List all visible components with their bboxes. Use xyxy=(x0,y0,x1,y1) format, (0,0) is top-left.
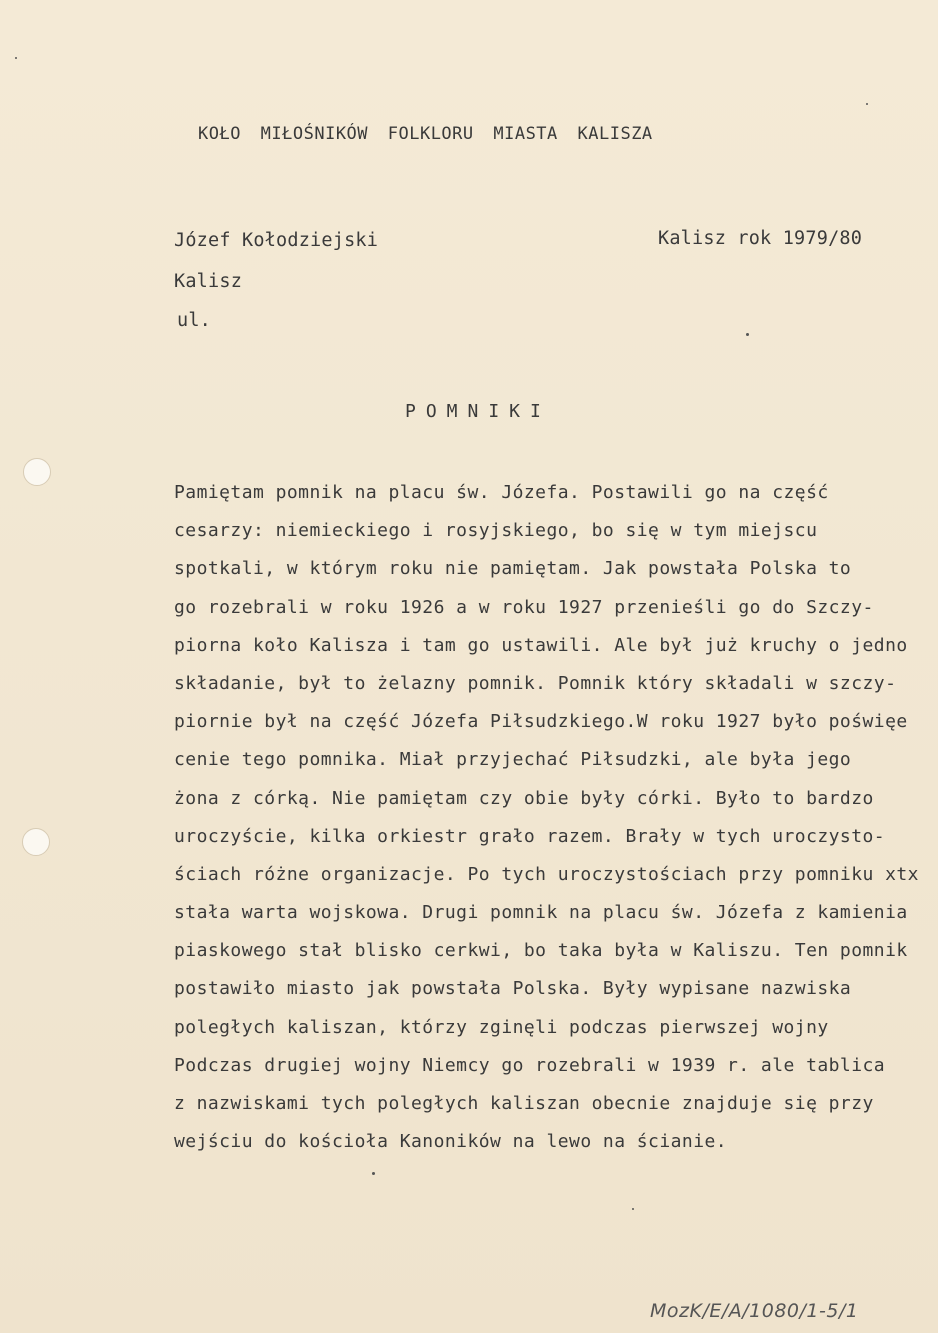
body-line: postawiło miasto jak powstała Polska. Były wypisane nazwiska xyxy=(174,978,852,1000)
body-line: cesarzy: niemieckiego i rosyjskiego, bo się w tym miejscu xyxy=(174,520,818,542)
ink-speck xyxy=(15,57,17,59)
ink-speck xyxy=(632,1208,634,1210)
organization-header: KOŁO MIŁOŚNIKÓW FOLKLORU MIASTA KALISZA xyxy=(198,124,653,144)
punch-hole-top xyxy=(23,458,51,486)
archive-signature: MozK/E/A/1080/1-5/1 xyxy=(650,1300,859,1322)
body-line: Podczas drugiej wojny Niemcy go rozebrali w 1939 r. ale tablica xyxy=(174,1054,886,1076)
body-line: składanie, był to żelazny pomnik. Pomnik który składali w szczy- xyxy=(174,672,897,694)
date-line: Kalisz rok 1979/80 xyxy=(658,228,863,249)
body-line: żona z córką. Nie pamiętam czy obie były córki. Było to bardzo xyxy=(174,787,874,809)
document-title: POMNIKI xyxy=(405,401,551,422)
body-line: poległych kaliszan, którzy zginęli podczas pierwszej wojny xyxy=(174,1016,829,1038)
body-line: stała warta wojskowa. Drugi pomnik na placu św. Józefa z kamienia xyxy=(174,902,908,924)
author-city: Kalisz xyxy=(174,271,243,292)
body-line: Pamiętam pomnik na placu św. Józefa. Postawili go na część xyxy=(174,482,829,503)
ink-speck xyxy=(746,333,749,336)
author-street: ul. xyxy=(177,310,212,331)
body-text xyxy=(174,474,938,1161)
body-line: go rozebrali w roku 1926 a w roku 1927 przenieśli go do Szczy- xyxy=(174,596,874,618)
ink-speck xyxy=(866,103,868,105)
body-line: z nazwiskami tych poległych kaliszan obecnie znajduje się przy xyxy=(174,1093,874,1114)
body-line: piaskowego stał blisko cerkwi, bo taka była w Kaliszu. Ten pomnik xyxy=(174,940,908,962)
body-line: spotkali, w którym roku nie pamiętam. Jak powstała Polska to xyxy=(174,558,852,580)
author-name: Józef Kołodziejski xyxy=(174,230,379,251)
ink-speck xyxy=(372,1172,375,1175)
body-line: piorna koło Kalisza i tam go ustawili. Ale był już kruchy o jedno xyxy=(174,634,908,656)
body-line: wejściu do kościoła Kanoników na lewo na ścianie. xyxy=(174,1131,728,1153)
body-line: uroczyście, kilka orkiestr grało razem. Brały w tych uroczysto- xyxy=(174,825,886,847)
body-line: piornie był na część Józefa Piłsudzkiego.W roku 1927 było poświęe xyxy=(174,711,908,733)
punch-hole-bottom xyxy=(22,828,50,856)
body-line: cenie tego pomnika. Miał przyjechać Piłsudzki, ale była jego xyxy=(174,749,852,771)
body-line: ściach różne organizacje. Po tych uroczystościach przy pomniku xtx xyxy=(174,863,919,885)
